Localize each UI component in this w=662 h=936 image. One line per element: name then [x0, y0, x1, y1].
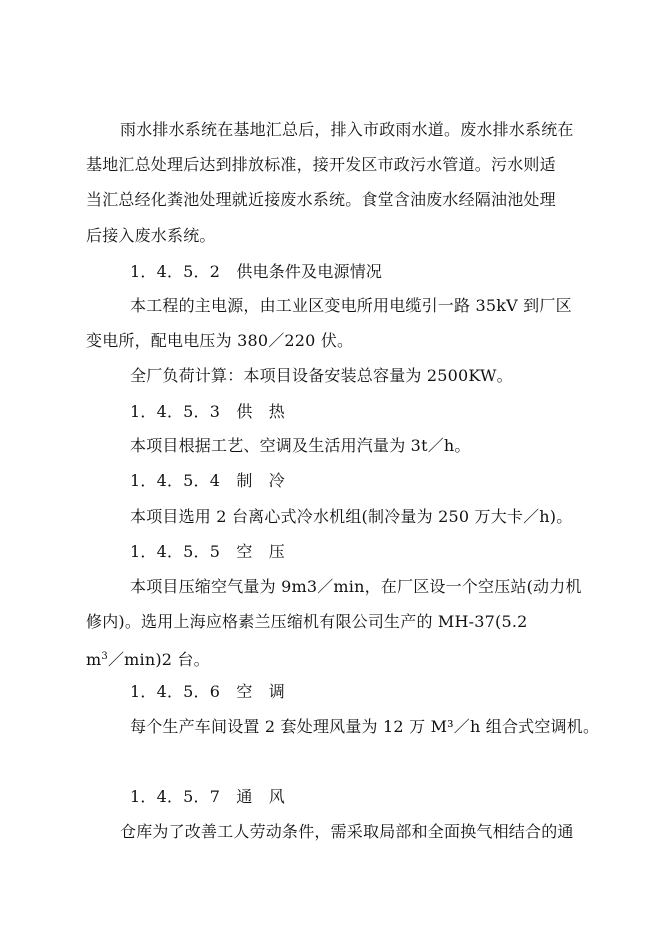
- paragraph-line: 变电所，配电电压为 380／220 伏。: [86, 331, 354, 350]
- section-heading: 1．4．5．7 通 风: [130, 787, 285, 806]
- unit-text: m: [86, 650, 102, 669]
- paragraph-line: 修内)。选用上海应格素兰压缩机有限公司生产的 MH-37(5.2: [86, 612, 528, 631]
- section-heading: 1．4．5．3 供 热: [130, 402, 285, 421]
- paragraph-line: 本工程的主电源，由工业区变电所用电缆引一路 35kV 到厂区: [130, 296, 572, 315]
- paragraph-line: 后接入废水系统。: [86, 226, 216, 245]
- paragraph-line: [86, 647, 210, 670]
- superscript-text: 3: [101, 651, 108, 662]
- paragraph-line: 基地汇总处理后达到排放标准，接开发区市政污水管道。污水则适: [86, 155, 556, 174]
- paragraph-line: 本项目选用 2 台离心式冷水机组(制冷量为 250 万大卡／h)。: [130, 507, 573, 526]
- paragraph-line: 本项目根据工艺、空调及生活用汽量为 3t／h。: [130, 436, 471, 455]
- paragraph-line: 全厂负荷计算：本项目设备安装总容量为 2500KW。: [130, 366, 513, 385]
- section-heading: 1．4．5．2 供电条件及电源情况: [130, 262, 383, 281]
- paragraph-line: 当汇总经化粪池处理就近接废水系统。食堂含油废水经隔油池处理: [86, 190, 556, 209]
- section-heading: 1．4．5．4 制 冷: [130, 471, 285, 490]
- paragraph-line: 雨水排水系统在基地汇总后，排入市政雨水道。废水排水系统在: [120, 120, 574, 139]
- paragraph-line: 本项目压缩空气量为 9m3／min，在厂区设一个空压站(动力机: [130, 577, 582, 596]
- unit-text: ／min)2 台。: [107, 650, 210, 669]
- section-heading: 1．4．5．5 空 压: [130, 542, 285, 561]
- section-heading: 1．4．5．6 空 调: [130, 682, 285, 701]
- paragraph-line: 仓库为了改善工人劳动条件，需采取局部和全面换气相结合的通: [120, 822, 574, 841]
- paragraph-line: 每个生产车间设置 2 套处理风量为 12 万 M³／h 组合式空调机。: [130, 717, 600, 736]
